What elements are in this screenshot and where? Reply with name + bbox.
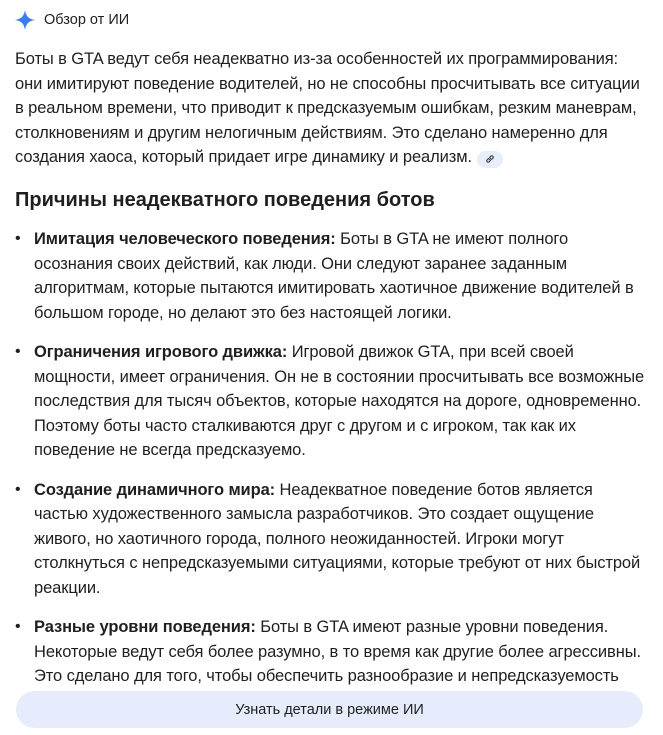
ai-mode-button[interactable]: Узнать детали в режиме ИИ bbox=[16, 691, 643, 728]
list-item bbox=[0, 227, 649, 325]
list-item bbox=[0, 340, 649, 463]
list-item-title: Имитация человеческого поведения: bbox=[34, 230, 336, 248]
bullet-icon: • bbox=[15, 480, 21, 498]
list-item-text: Боты в GTA не имеют полного осознания своих действий, как люди. Они следуют заранее заданным алгоритмам, которые пытаются имитировать хаотичное движение водителей в большом городе, но делают это без настоящей логики. bbox=[34, 230, 634, 322]
list-item-title: Разные уровни поведения: bbox=[34, 618, 256, 636]
bullet-icon: • bbox=[15, 230, 21, 247]
bullet-icon: • bbox=[15, 343, 21, 360]
list-item-text: Неадекватное поведение ботов является частью художественного замысла разработчиков. Это создает ощущение живого, но хаотичного города, полного неожиданностей. Игроки могут столкнуться с непредсказуемыми ситуациями, которые требуют от них быстрой реакции. bbox=[34, 480, 641, 597]
section-heading: Причины неадекватного поведения ботов bbox=[15, 189, 435, 211]
list-item-text: Игровой движок GTA, при всей своей мощности, имеет ограничения. Он не в состоянии просчитывать все возможные последствия для тысяч объектов, которые находятся на дороге, одновременно. Поэтому боты часто сталкиваются друг с другом и с игроком, так как их поведение не всегда предсказуемо. bbox=[34, 343, 645, 459]
list-item bbox=[0, 478, 649, 601]
ai-overview-title: Обзор от ИИ bbox=[44, 12, 130, 28]
list-item-title: Создание динамичного мира: bbox=[34, 480, 276, 499]
sparkle-icon bbox=[14, 9, 36, 31]
ai-overview-header bbox=[14, 8, 129, 32]
list-item-title: Ограничения игрового движка: bbox=[34, 343, 288, 361]
intro-text: Боты в GTA ведут себя неадекватно из-за особенностей их программирования: они имитируют поведение водителей, но не способны просчитывать все ситуации в реальном времени, что приводит к предсказуемым ошибкам, резким маневрам, столкновениям и другим нелогичным действиям. Это сделано намеренно для создания хаоса, который придает игре динамику и реализм. bbox=[15, 50, 640, 166]
source-link-button[interactable] bbox=[477, 151, 503, 168]
reasons-list bbox=[0, 227, 663, 728]
bullet-icon: • bbox=[15, 618, 21, 635]
intro-paragraph bbox=[15, 47, 645, 170]
list-item-text: Боты в GTA имеют разные уровни поведения. Некоторые ведут себя более разумно, в то время как другие более агрессивны. Это сделано для того, чтобы обеспечить разнообразие и непредсказуемость bbox=[34, 618, 641, 685]
link-icon bbox=[485, 154, 495, 164]
